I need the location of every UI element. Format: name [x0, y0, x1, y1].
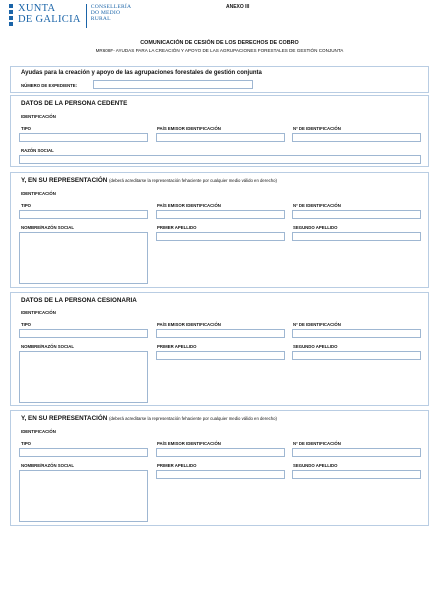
- nombre-label: NOMBRE/RAZÓN SOCIAL: [21, 463, 74, 468]
- xunta-logo: [6, 4, 131, 28]
- razon-social-label: RAZÓN SOCIAL: [21, 148, 54, 153]
- tipo-input[interactable]: [19, 329, 148, 338]
- segundo-apellido-input[interactable]: [292, 470, 421, 479]
- section-representante-cedente: [10, 172, 429, 288]
- pais-input[interactable]: [156, 448, 285, 457]
- identificacion-label: IDENTIFICACIÓN: [21, 310, 56, 315]
- tipo-label: TIPO: [21, 203, 32, 208]
- tipo-label: TIPO: [21, 126, 32, 131]
- tipo-label: TIPO: [21, 322, 32, 327]
- numero-label: Nº DE IDENTIFICACIÓN: [293, 322, 341, 327]
- logo-sub-3: RURAL: [90, 16, 111, 23]
- section-cesionaria: [10, 292, 429, 406]
- section-heading: DATOS DE LA PERSONA CEDENTE: [21, 100, 128, 107]
- nombre-input[interactable]: [19, 232, 148, 284]
- logo-sub-1: CONSELLERÍA: [90, 4, 132, 10]
- identificacion-label: IDENTIFICACIÓN: [21, 114, 56, 119]
- razon-social-input[interactable]: [19, 155, 421, 164]
- section-representante-cesionaria: [10, 410, 429, 526]
- numero-input[interactable]: [292, 329, 421, 338]
- numero-input[interactable]: [292, 448, 421, 457]
- segundo-apellido-label: SEGUNDO APELLIDO: [293, 344, 338, 349]
- nombre-label: NOMBRE/RAZÓN SOCIAL: [21, 344, 74, 349]
- heading-note: (deberá acreditarse la representación fehaciente por cualquier medio válido en derecho): [109, 416, 277, 421]
- numero-label: Nº DE IDENTIFICACIÓN: [293, 441, 341, 446]
- pais-label: PAÍS EMISOR IDENTIFICACIÓN: [157, 441, 221, 446]
- section-cedente: [10, 95, 429, 167]
- segundo-apellido-input[interactable]: [292, 351, 421, 360]
- logo-department: [91, 4, 131, 23]
- pais-input[interactable]: [156, 329, 285, 338]
- tipo-input[interactable]: [19, 210, 148, 219]
- pais-label: PAÍS EMISOR IDENTIFICACIÓN: [157, 203, 221, 208]
- pais-label: PAÍS EMISOR IDENTIFICACIÓN: [157, 322, 221, 327]
- nombre-input[interactable]: [19, 470, 148, 522]
- primer-apellido-label: PRIMER APELLIDO: [157, 344, 197, 349]
- primer-apellido-label: PRIMER APELLIDO: [157, 225, 197, 230]
- tipo-input[interactable]: [19, 448, 148, 457]
- primer-apellido-input[interactable]: [156, 470, 285, 479]
- segundo-apellido-label: SEGUNDO APELLIDO: [293, 225, 338, 230]
- heading-text: Y, EN SU REPRESENTACIÓN: [21, 415, 108, 422]
- section-ayudas: [10, 66, 429, 93]
- pais-input[interactable]: [156, 133, 285, 142]
- annex-label: ANEXO III: [226, 4, 250, 10]
- logo-sub-2: DO MEDIO: [90, 10, 121, 17]
- section-heading: Ayudas para la creación y apoyo de las agrupaciones forestales de gestión conjunta: [21, 70, 262, 76]
- nombre-input[interactable]: [19, 351, 148, 403]
- heading-note: (deberá acreditarse la representación fehaciente por cualquier medio válido en derecho): [109, 178, 277, 183]
- section-heading: [21, 177, 277, 184]
- primer-apellido-input[interactable]: [156, 351, 285, 360]
- logo-line-2: DE GALICIA: [18, 13, 81, 25]
- page-header: [6, 4, 433, 30]
- logo-wordmark: [18, 4, 81, 25]
- document-title: COMUNICACIÓN DE CESIÓN DE LOS DERECHOS DE COBRO: [140, 40, 299, 46]
- segundo-apellido-input[interactable]: [292, 232, 421, 241]
- document-subtitle: MR608F- AYUDAS PARA LA CREACIÓN Y APOYO DE LAS AGRUPACIONES FORESTALES DE GESTIÓN CONJUNTA: [95, 48, 344, 53]
- heading-text: Y, EN SU REPRESENTACIÓN: [21, 177, 108, 184]
- nombre-label: NOMBRE/RAZÓN SOCIAL: [21, 225, 74, 230]
- identificacion-label: IDENTIFICACIÓN: [21, 191, 56, 196]
- section-heading: [21, 415, 277, 422]
- identificacion-label: IDENTIFICACIÓN: [21, 429, 56, 434]
- tipo-input[interactable]: [19, 133, 148, 142]
- pais-label: PAÍS EMISOR IDENTIFICACIÓN: [157, 126, 221, 131]
- pais-input[interactable]: [156, 210, 285, 219]
- xunta-emblem-icon: [6, 4, 16, 26]
- expediente-input[interactable]: [93, 80, 253, 89]
- tipo-label: TIPO: [21, 441, 32, 446]
- section-heading: DATOS DE LA PERSONA CESIONARIA: [21, 297, 137, 304]
- expediente-label: NÚMERO DE EXPEDIENTE:: [21, 83, 78, 88]
- numero-input[interactable]: [292, 210, 421, 219]
- primer-apellido-label: PRIMER APELLIDO: [157, 463, 197, 468]
- numero-label: Nº DE IDENTIFICACIÓN: [293, 203, 341, 208]
- primer-apellido-input[interactable]: [156, 232, 285, 241]
- logo-line-1: XUNTA: [18, 3, 56, 14]
- logo-divider: [86, 4, 87, 28]
- numero-input[interactable]: [292, 133, 421, 142]
- numero-label: Nº DE IDENTIFICACIÓN: [293, 126, 341, 131]
- segundo-apellido-label: SEGUNDO APELLIDO: [293, 463, 338, 468]
